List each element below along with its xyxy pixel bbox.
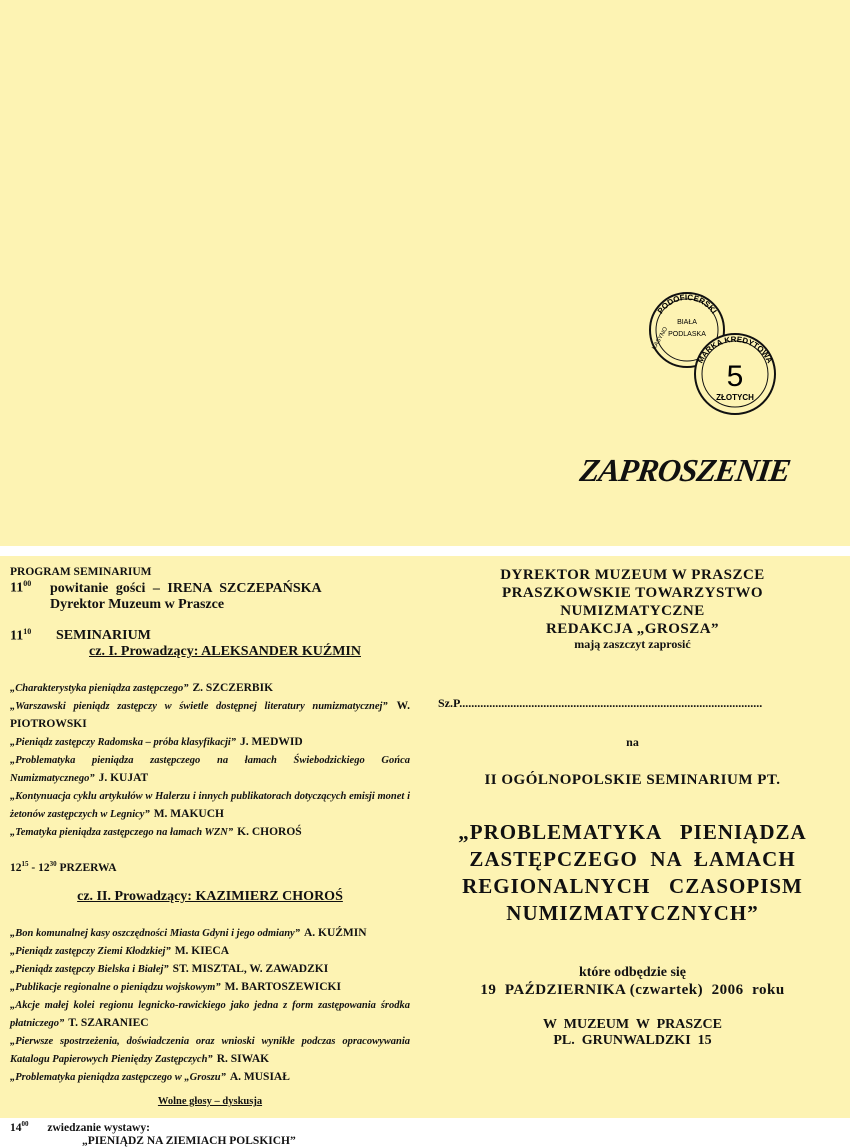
lecture-item (10, 923, 410, 941)
lecture-author: W. PIOTROWSKI (10, 700, 410, 731)
svg-text:PODLASKA: PODLASKA (668, 331, 706, 338)
lecture-item (10, 696, 410, 732)
lecture-author: A. MUSIAŁ (229, 1071, 290, 1084)
lecture-author: T. SZARANIEC (68, 1017, 149, 1030)
lecture-item (10, 786, 410, 822)
part1-heading: cz. I. Prowadzący: ALEKSANDER KUŹMIN (89, 644, 361, 660)
part1-lecture-list (10, 678, 410, 840)
seminar-title-line: REGIONALNYCH CZASOPISM (462, 874, 803, 898)
seminar-time: $11^{10}$ (10, 626, 32, 644)
lecture-title: „Pierwsze spostrzeżenia, doświadczenia oraz wnioski wynikłe podczas opracowywania Katalogu Papierowych Pieniędzy Zastępczych” (10, 1036, 410, 1066)
stamp-icon (643, 288, 783, 418)
honor-line: mają zaszczyt zaprosić (574, 637, 691, 651)
lecture-author: M. MAKUCH (153, 808, 224, 821)
lecture-item (10, 732, 410, 750)
lecture-title: „Bon komunalnej kasy oszczędności Miasta Gdyni i jego odmiany” (10, 928, 300, 940)
welcome-time: $11^{00}$ (10, 579, 32, 596)
lecture-author: M. BARTOSZEWICKI (224, 981, 341, 994)
lecture-title: „Pieniądz zastępczy Bielska i Białej” (10, 964, 169, 976)
lecture-title: „Warszawski pieniądz zastępczy w świetle dostępnej literatury numizmatycznej” (10, 701, 388, 713)
part2-lecture-list (10, 923, 410, 1085)
lecture-title: „Problematyka pieniądza zastępczego w „Groszu” (10, 1072, 226, 1084)
lecture-author: ST. MISZTAL, W. ZAWADZKI (172, 963, 329, 976)
welcome-row (10, 579, 410, 597)
break-row: $12^{15} - 12^{30}$ PRZERWA (10, 860, 117, 875)
lecture-title: „Charakterystyka pieniądza zastępczego” (10, 683, 189, 695)
seminar-row (10, 627, 410, 645)
when-intro: które odbędzie się (578, 965, 687, 980)
svg-text:PODOFICERSKI: PODOFICERSKI (655, 292, 719, 316)
cover-title: ZAPROSZENIE (577, 452, 793, 488)
lecture-item (10, 678, 410, 696)
lecture-item (10, 1031, 410, 1067)
na-line: na (626, 735, 639, 749)
lecture-author: Z. SZCZERBIK (192, 682, 274, 695)
lecture-title: „Tematyka pieniądza zastępczego na łamach WZN” (10, 827, 234, 839)
org-line-2: PRASZKOWSKIE TOWARZYSTWO (501, 585, 764, 601)
inside-page (0, 556, 850, 1147)
exhibit-label: zwiedzanie wystawy: (47, 1121, 150, 1134)
lecture-title: „Akcje małej kolei regionu legnicko-rawickiego jako jedna z form zastępowania środka płatniczego” (10, 1000, 410, 1030)
svg-text:ZŁOTYCH: ZŁOTYCH (716, 393, 754, 402)
lecture-item (10, 941, 410, 959)
svg-text:5: 5 (726, 360, 744, 393)
seminar-title-line: „PROBLEMATYKA PIENIĄDZA (458, 820, 807, 844)
lecture-title: „Publikacje regionalne o pieniądzu wojskowym” (10, 982, 221, 994)
lecture-item (10, 822, 410, 840)
lecture-author: A. KUŹMIN (303, 927, 367, 940)
part2-heading: cz. II. Prowadzący: KAZIMIERZ CHOROŚ (77, 889, 343, 905)
place-line-2: PL. GRUNWALDZKI 15 (553, 1033, 712, 1048)
lecture-title: „Pieniądz zastępczy Radomska – próba klasyfikacji” (10, 737, 237, 749)
seminar-label: SEMINARIUM (56, 628, 151, 644)
program-heading: PROGRAM SEMINARIUM (10, 566, 152, 578)
lecture-author: R. SIWAK (216, 1053, 270, 1066)
seminar-title-line: ZASTĘPCZEGO NA ŁAMACH (469, 847, 796, 871)
break-label: PRZERWA (59, 862, 117, 875)
lecture-author: J. MEDWID (240, 736, 303, 749)
lecture-title: „Problematyka pieniądza zastępczego na łamach Świebodzickiego Gońca Numizmatycznego” (10, 755, 410, 785)
lecture-item (10, 959, 410, 977)
seminar-title-line: NUMIZMATYCZNYCH” (506, 901, 759, 925)
lecture-title: „Kontynuacja cyklu artykułów w Halerzu i innych publikatorach dotyczących emisji monet i żetonów zastępczych w Legnicy” (10, 791, 410, 821)
lecture-item (10, 1067, 410, 1085)
welcome-text: powitanie gości – IRENA SZCZEPAŃSKA (50, 580, 322, 596)
seminar-title (430, 819, 835, 927)
svg-text:BIAŁA: BIAŁA (677, 319, 697, 326)
lecture-author: J. KUJAT (98, 772, 149, 785)
svg-text:MARKA KREDYTOWA: MARKA KREDYTOWA (695, 334, 775, 365)
program-column (10, 566, 410, 1148)
lecture-item (10, 995, 410, 1031)
place-line-1: W MUZEUM W PRASZCE (543, 1017, 722, 1032)
exhibit-title: „PIENIĄDZ NA ZIEMIACH POLSKICH” (82, 1134, 296, 1147)
event-date: 19 PAŹDZIERNIKA (czwartek) 2006 roku (480, 982, 785, 998)
lecture-item (10, 750, 410, 786)
lecture-item (10, 977, 410, 995)
org-line-4: REDAKCJA „GROSZA” (545, 621, 720, 637)
org-line-3: NUMIZMATYCZNE (560, 603, 705, 619)
lecture-title: „Pieniądz zastępczy Ziemi Kłodzkiej” (10, 946, 171, 958)
invitation-column (430, 566, 835, 1049)
free-talk: Wolne głosy – dyskusja (157, 1096, 263, 1108)
welcome-role: Dyrektor Muzeum w Praszce (50, 596, 225, 612)
cover-page (0, 0, 850, 546)
lecture-author: K. CHOROŚ (237, 826, 302, 839)
event-line: II OGÓLNOPOLSKIE SEMINARIUM PT. (484, 772, 781, 788)
svg-text:KASYNO: KASYNO (651, 326, 670, 351)
exhibit-row: $14^{00}$ zwiedzanie wystawy: (10, 1120, 150, 1134)
recipient-line: Sz.P..................................................................................................... (438, 696, 763, 710)
lecture-author: M. KIECA (174, 945, 230, 958)
org-line-1: DYREKTOR MUZEUM W PRASZCE (500, 567, 765, 583)
